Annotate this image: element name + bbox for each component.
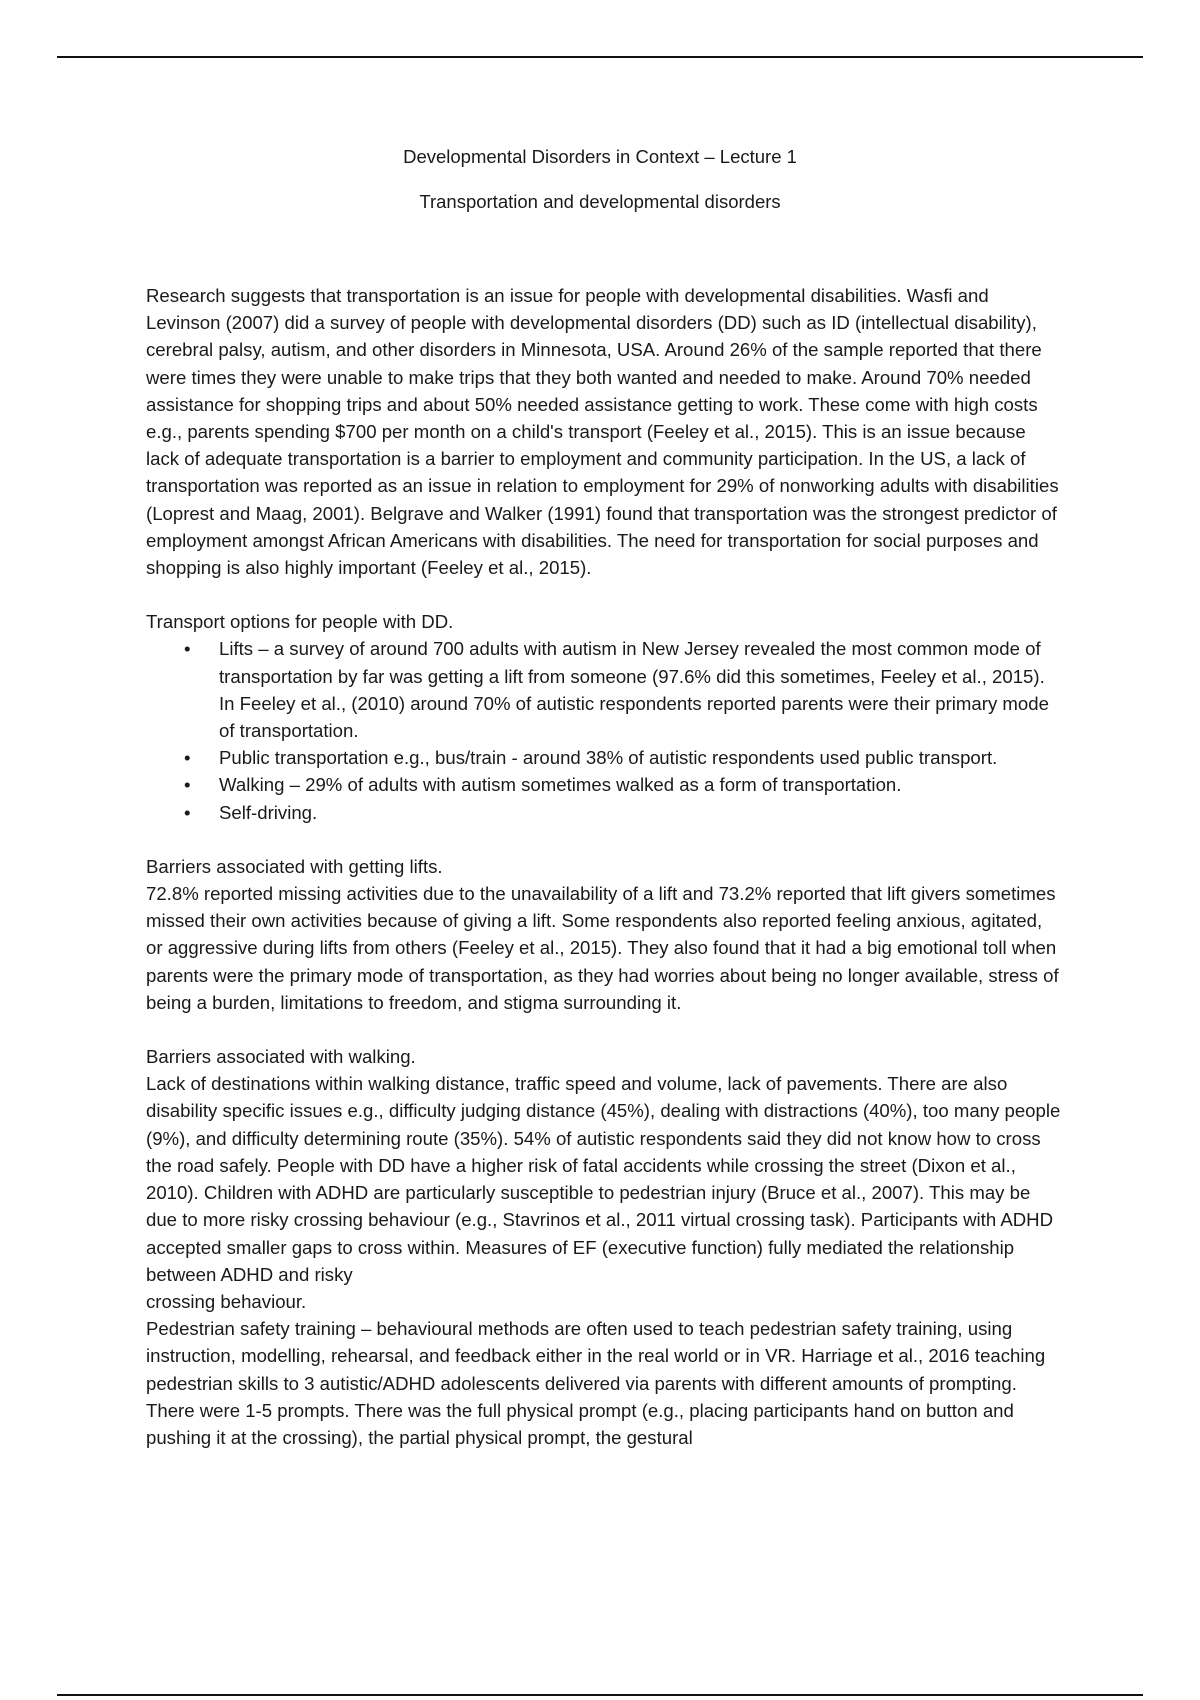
walking-barriers-paragraph-end: crossing behaviour.	[146, 1290, 307, 1312]
top-rule	[57, 56, 1143, 58]
list-item: • Walking – 29% of adults with autism sometimes walked as a form of transportation.	[146, 771, 1061, 798]
document-header	[0, 146, 1200, 236]
pedestrian-training-paragraph: Pedestrian safety training – behavioural methods are often used to teach pedestrian safety training, using instruction, modelling, rehearsal, and feedback either in the real world or in VR. Harriage et al., 2016 teaching pedestrian skills to 3 autistic/ADHD adolescents delivered via parents with different amounts of prompting. There were 1-5 prompts. There was the full physical prompt (e.g., placing participants hand on button and pushing it at the crossing), the partial physical prompt, the gestural	[146, 1318, 1046, 1448]
lifts-barriers-heading: Barriers associated with getting lifts.	[146, 855, 443, 877]
lifts-barriers-paragraph: 72.8% reported missing activities due to the unavailability of a lift and 73.2% reported that lift givers sometimes missed their own activities because of giving a lift. Some respondents also reported feeling anxious, agitated, or aggressive during lifts from others (Feeley et al., 2015). They also found that it had a big emotional toll when parents were the primary mode of transportation, as they had worries about being no longer available, stress of being a burden, limitations to freedom, and stigma surrounding it.	[146, 883, 1059, 1013]
list-item: • Self-driving.	[146, 799, 1061, 826]
paragraph-gap	[146, 826, 1061, 853]
bottom-rule	[57, 1694, 1143, 1696]
paragraph-gap	[146, 1016, 1061, 1043]
paragraph-gap	[146, 581, 1061, 608]
transport-options-list	[146, 635, 1061, 825]
walking-barriers-paragraph: Lack of destinations within walking distance, traffic speed and volume, lack of pavements. There are also disability specific issues e.g., difficulty judging distance (45%), dealing with distractions (40%), too many people (9%), and difficulty determining route (35%). 54% of autistic respondents said they did not know how to cross the road safely. People with DD have a higher risk of fatal accidents while crossing the street (Dixon et al., 2010). Children with ADHD are particularly susceptible to pedestrian injury (Bruce et al., 2007). This may be due to more risky crossing behaviour (e.g., Stavrinos et al., 2011 virtual crossing task). Participants with ADHD accepted smaller gaps to cross within. Measures of EF (executive function) fully mediated the relationship between ADHD and risky	[146, 1073, 1061, 1285]
list-item: • Lifts – a survey of around 700 adults with autism in New Jersey revealed the most common mode of transportation by far was getting a lift from someone (97.6% did this sometimes, Feeley et al., 2015). In Feeley et al., (2010) around 70% of autistic respondents reported parents were their primary mode of transportation.	[146, 635, 1061, 744]
transport-options-heading: Transport options for people with DD.	[146, 611, 454, 633]
intro-paragraph: Research suggests that transportation is an issue for people with developmental disabilities. Wasfi and Levinson (2007) did a survey of people with developmental disorders (DD) such as ID (intellectual disability), cerebral palsy, autism, and other disorders in Minnesota, USA. Around 26% of the sample reported that there were times they were unable to make trips that they both wanted and needed to make. Around 70% needed assistance for shopping trips and about 50% needed assistance getting to work. These come with high costs e.g., parents spending $700 per month on a child's transport (Feeley et al., 2015). This is an issue because lack of adequate transportation is a barrier to employment and community participation. In the US, a lack of transportation was reported as an issue in relation to employment for 29% of nonworking adults with disabilities (Loprest and Maag, 2001). Belgrave and Walker (1991) found that transportation was the strongest predictor of employment amongst African Americans with disabilities. The need for transportation for social purposes and shopping is also highly important (Feeley et al., 2015).	[146, 285, 1059, 579]
document-title: Developmental Disorders in Context – Lecture 1	[403, 146, 797, 167]
document-subtitle: Transportation and developmental disorders	[419, 191, 781, 212]
list-item: • Public transportation e.g., bus/train - around 38% of autistic respondents used public transport.	[146, 744, 1061, 771]
document-body	[146, 282, 1061, 1451]
walking-barriers-heading: Barriers associated with walking.	[146, 1046, 416, 1068]
